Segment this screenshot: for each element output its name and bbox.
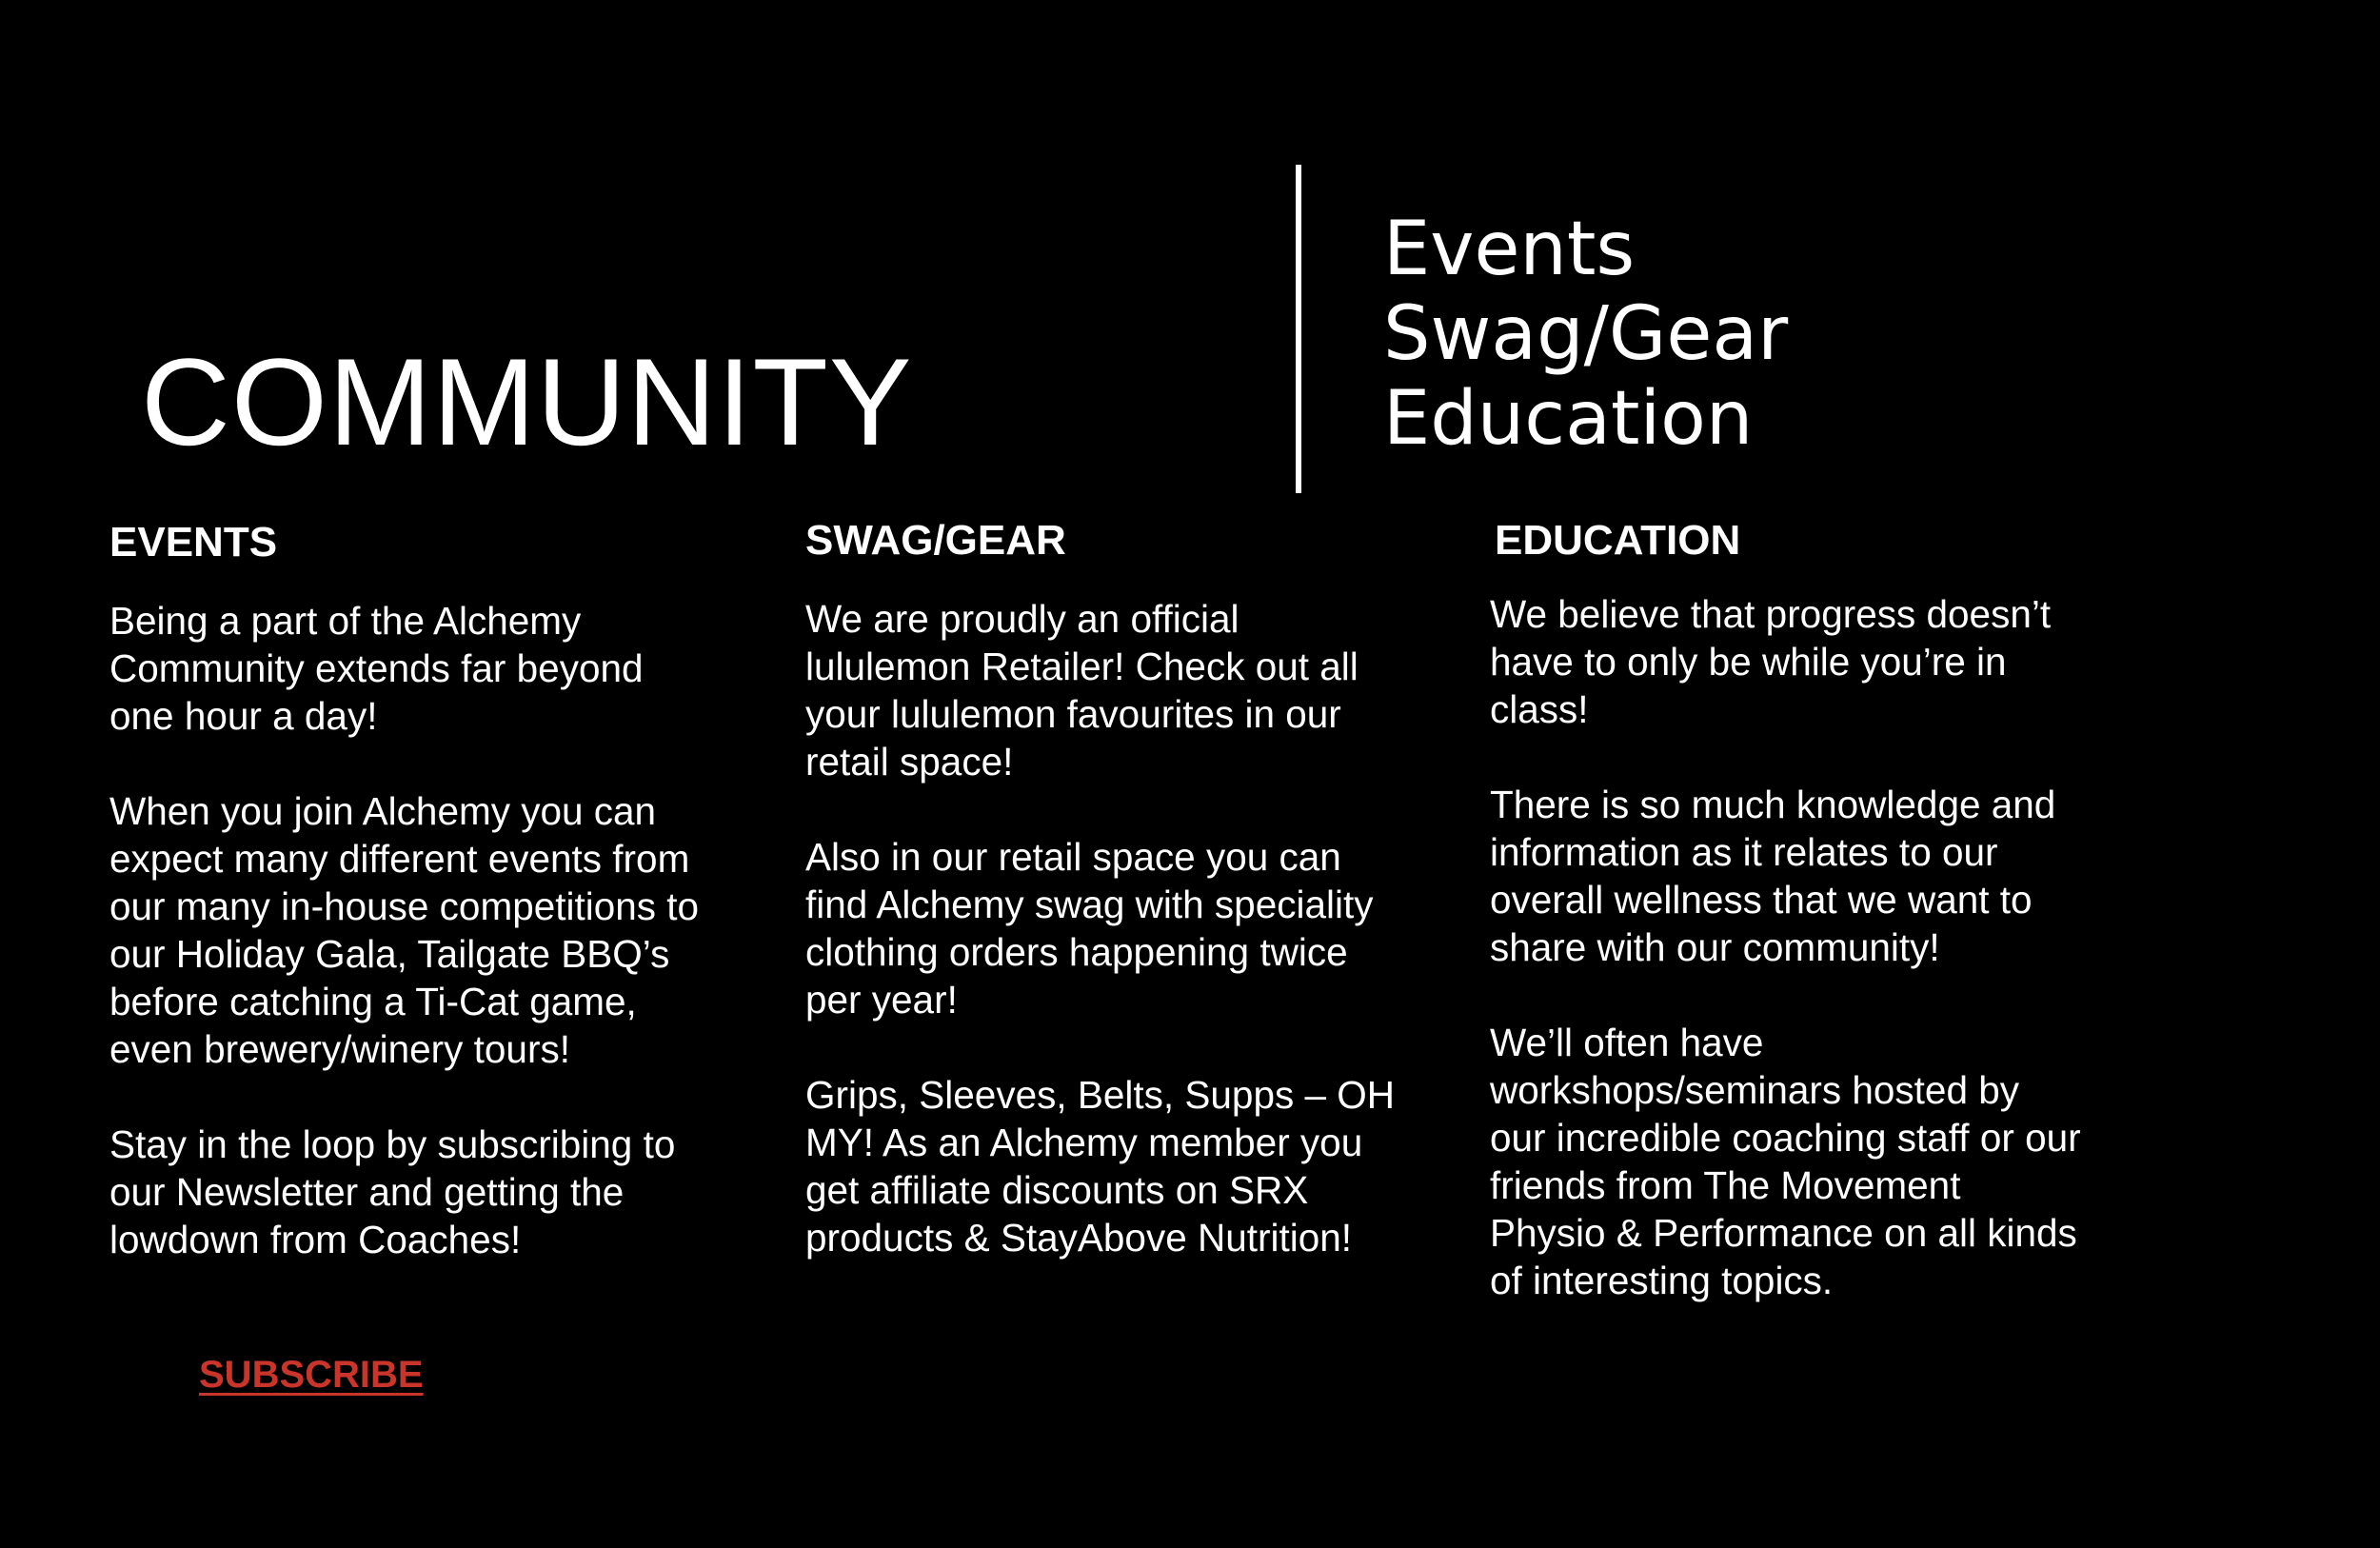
education-paragraph: There is so much knowledge and information as it relates to our overall wellness that we want to share with our community! [1490, 783, 2056, 969]
swag-gear-paragraph: We are proudly an official lululemon Retailer! Check out all your lululemon favourites in our retail space! [805, 597, 1359, 784]
events-column [109, 519, 738, 1263]
vertical-divider [1296, 165, 1301, 493]
swag-gear-heading: SWAG/GEAR [805, 517, 1066, 564]
section-nav [1383, 208, 1788, 462]
page-title: COMMUNITY [141, 332, 913, 472]
education-column [1490, 517, 2118, 1304]
subscribe-link[interactable]: SUBSCRIBE [199, 1354, 424, 1396]
education-body [1490, 590, 2118, 1304]
nav-item-education[interactable]: Education [1383, 376, 1754, 462]
events-body [109, 597, 738, 1263]
education-heading: EDUCATION [1495, 517, 1741, 564]
education-paragraph: We’ll often have workshops/seminars hosted by our incredible coaching staff or our friends from The Movement Physio & Performance on all kinds of interesting topics. [1490, 1021, 2081, 1302]
swag-gear-paragraph: Grips, Sleeves, Belts, Supps – OH MY! As an Alchemy member you get affiliate discounts on SRX products & StayAbove Nutrition! [805, 1073, 1396, 1260]
swag-gear-body [805, 595, 1434, 1261]
events-paragraph: Being a part of the Alchemy Community extends far beyond one hour a day! [109, 599, 644, 738]
education-paragraph: We believe that progress doesn’t have to only be while you’re in class! [1490, 592, 2052, 731]
swag-gear-paragraph: Also in our retail space you can find Alchemy swag with speciality clothing orders happening twice per year! [805, 835, 1374, 1022]
events-paragraph: Stay in the loop by subscribing to our Newsletter and getting the lowdown from Coaches! [109, 1122, 676, 1261]
nav-item-swag-gear[interactable]: Swag/Gear [1383, 291, 1789, 377]
events-paragraph: When you join Alchemy you can expect many different events from our many in-house competitions to our Holiday Gala, Tailgate BBQ’s before catching a Ti-Cat game, even brewery/winery tours! [109, 789, 700, 1071]
events-heading: EVENTS [109, 519, 278, 566]
nav-item-events[interactable]: Events [1383, 207, 1636, 292]
swag-gear-column [805, 517, 1434, 1261]
